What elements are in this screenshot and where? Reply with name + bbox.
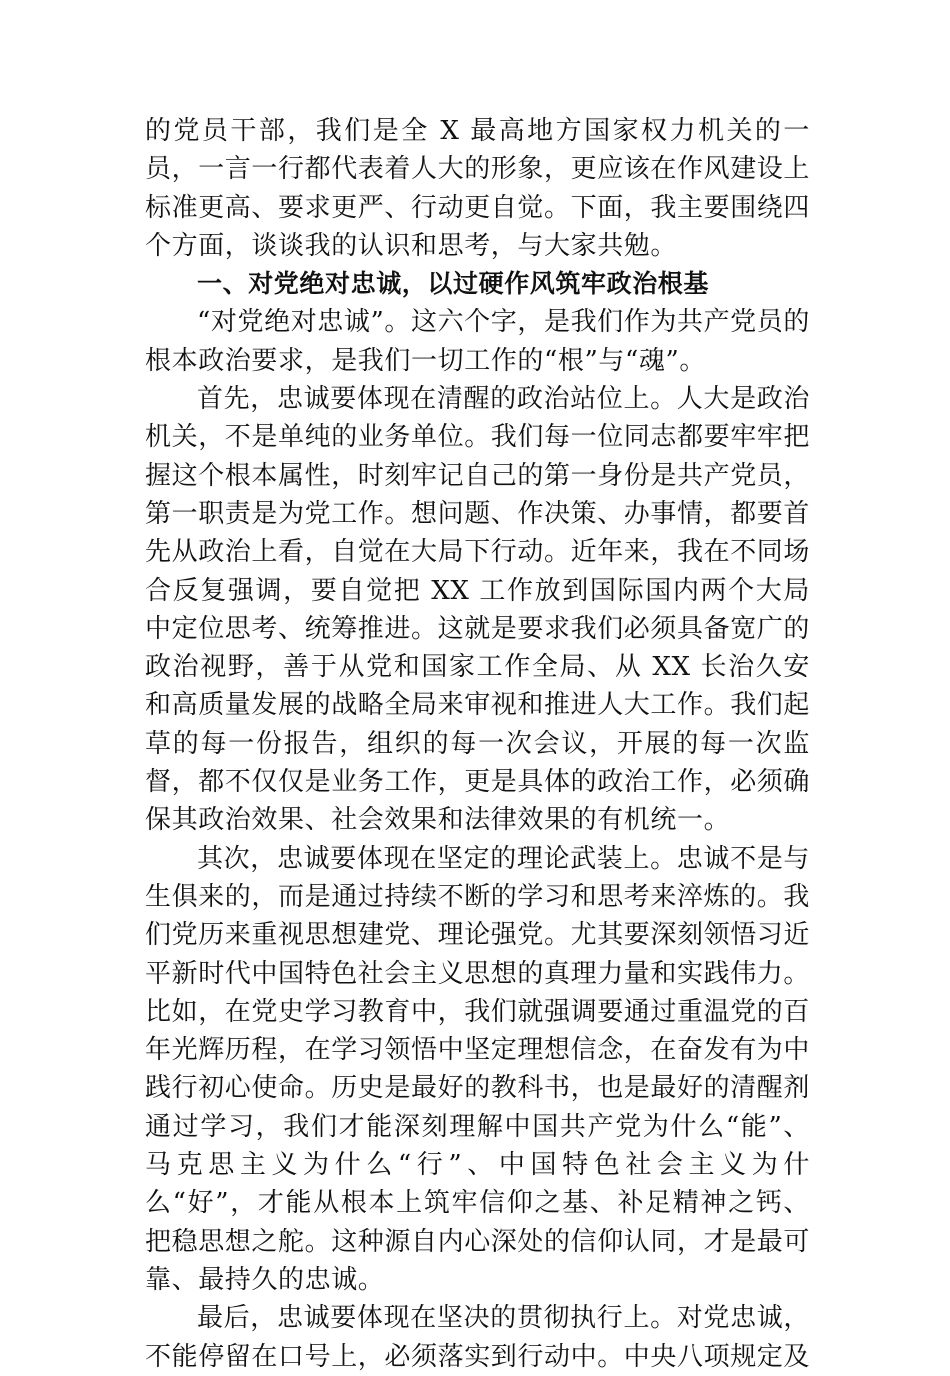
paragraph-intro: “对党绝对忠诚”。这六个字，是我们作为共产党员的根本政治要求，是我们一切工作的“根”与“魂”。 bbox=[145, 307, 810, 376]
paragraph-first-point: 首先，忠诚要体现在清醒的政治站位上。人大是政治机关，不是单纯的业务单位。我们每一位同志都要牢牢把握这个根本属性，时刻牢记自己的第一身份是共产党员，第一职责是为党工作。想问题、作决策、办事情，都要首先从政治上看，自觉在大局下行动。近年来，我在不同场合反复强调，要自觉把 XX 工作放到国际国内两个大局中定位思考、统筹推进。这就是要求我们必须具备宽广的政治视野，善于从党和国家工作全局、从 XX 长治久安和高质量发展的战略全局来审视和推进人大工作。我们起草的每一份报告，组织的每一次会议，开展的每一次监督，都不仅仅是业务工作，更是具体的政治工作，必须确保其政治效果、社会效果和法律效果的有机统一。 bbox=[145, 384, 811, 836]
paragraph-second-point: 其次，忠诚要体现在坚定的理论武装上。忠诚不是与生俱来的，而是通过持续不断的学习和思考来淬炼的。我们党历来重视思想建党、理论强党。尤其要深刻领悟习近平新时代中国特色社会主义思想的真理力量和实践伟力。比如，在党史学习教育中，我们就强调要通过重温党的百年光辉历程，在学习领悟中坚定理想信念，在奋发有为中践行初心使命。历史是最好的教科书，也是最好的清醒剂通过学习，我们才能深刻理解中国共产党为什么“能”、马克思主义为什么“行”、中国特色社会主义为什么“好”，才能从根本上筑牢信仰之基、补足精神之钙、把稳思想之舵。这种源自内心深处的信仰认同，才是最可靠、最持久的忠诚。 bbox=[145, 843, 811, 1295]
body-text bbox=[145, 112, 810, 1376]
paragraph-third-point: 最后，忠诚要体现在坚决的贯彻执行上。对党忠诚，不能停留在口号上，必须落实到行动中。中央八项规定及 bbox=[145, 1303, 811, 1372]
section-heading: 一、对党绝对忠诚，以过硬作风筑牢政治根基 bbox=[197, 269, 710, 299]
paragraph-continuation: 的党员干部，我们是全 X 最高地方国家权力机关的一员，一言一行都代表着人大的形象，更应该在作风建设上标准更高、要求更严、行动更自觉。下面，我主要围绕四个方面，谈谈我的认识和思考，与大家共勉。 bbox=[145, 116, 811, 261]
